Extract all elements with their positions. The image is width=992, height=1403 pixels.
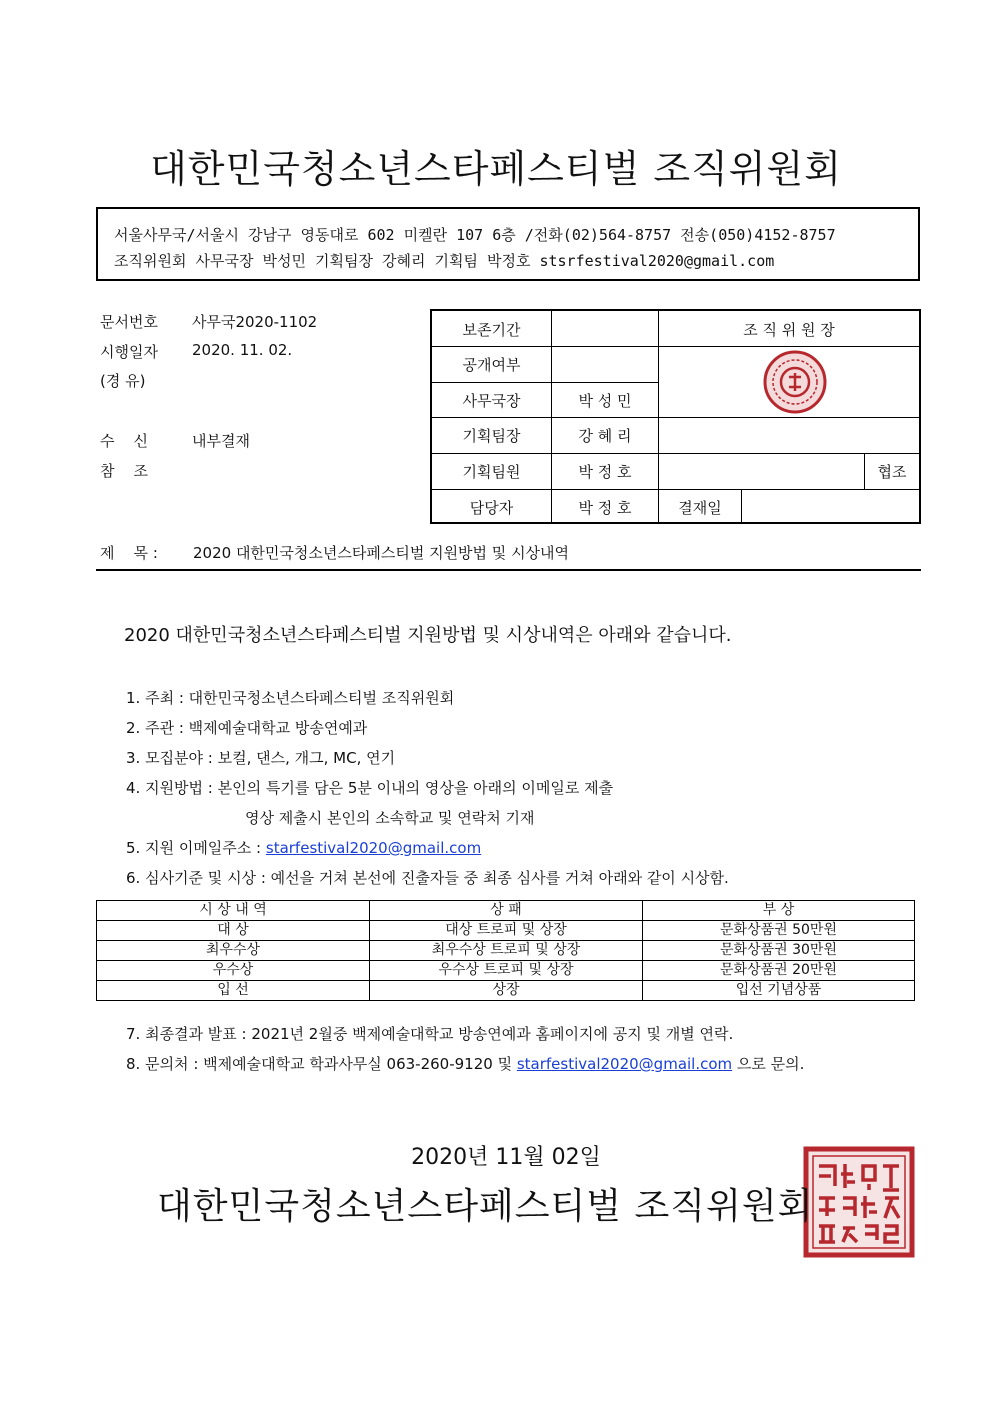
award-prize: 문화상품권 20만원 xyxy=(643,961,915,981)
list-item: 영상 제출시 본인의 소속학교 및 연락처 기재 xyxy=(245,809,535,827)
email-label: 5. 지원 이메일주소 : xyxy=(126,839,266,857)
email-link[interactable]: starfestival2020@gmail.com xyxy=(265,839,482,857)
approval-name: 박 정 호 xyxy=(578,499,632,517)
list-item xyxy=(126,837,481,858)
approval-table xyxy=(430,309,921,524)
award-name: 우수상 xyxy=(97,961,370,981)
organization-seal-icon xyxy=(803,1146,915,1258)
signature-text: 대한민국청소년스타페스티벌 조직위원회 xyxy=(157,1186,814,1227)
award-name: 입 선 xyxy=(97,981,370,1001)
office-info-box xyxy=(96,207,920,281)
approval-role: 기획팀장 xyxy=(462,427,521,445)
table-row xyxy=(97,981,915,1001)
list-item: 1. 주최 : 대한민국청소년스타페스티벌 조직위원회 xyxy=(126,689,455,707)
issue-date: 2020. 11. 02. xyxy=(192,341,293,359)
award-trophy: 대상 트로피 및 상장 xyxy=(370,921,643,941)
list-item: 3. 모집분야 : 보컬, 댄스, 개그, MC, 연기 xyxy=(126,749,396,767)
intro-text: 2020 대한민국청소년스타페스티벌 지원방법 및 시상내역은 아래와 같습니다. xyxy=(124,625,732,646)
doc-no-label: 문서번호 xyxy=(100,313,158,331)
date-label: 시행일자 xyxy=(100,343,158,361)
award-prize: 문화상품권 50만원 xyxy=(643,921,915,941)
doc-no: 사무국2020-1102 xyxy=(192,313,318,331)
table-header-row xyxy=(97,901,915,921)
list-item: 7. 최종결과 발표 : 2021년 2월중 백제예술대학교 방송연예과 홈페이지에 공지 및 개별 연락. xyxy=(126,1025,734,1043)
recipient-label: 수 신 xyxy=(100,432,149,450)
award-prize: 입선 기념상품 xyxy=(643,981,915,1001)
contact-text: 8. 문의처 : 백제예술대학교 학과사무실 063-260-9120 및 xyxy=(126,1055,517,1073)
approval-role: 기획팀원 xyxy=(462,463,521,481)
approval-name: 박 정 호 xyxy=(578,463,632,481)
list-item: 6. 심사기준 및 시상 : 예선을 거쳐 본선에 진출자들 중 최종 심사를 거쳐 아래와 같이 시상함. xyxy=(126,869,729,887)
via-label: (경 유) xyxy=(100,372,146,390)
decision-date-label: 결재일 xyxy=(678,499,722,517)
reference-label: 참 조 xyxy=(100,462,149,480)
subject-divider xyxy=(96,569,921,571)
award-trophy: 상장 xyxy=(370,981,643,1001)
list-item: 2. 주관 : 백제예술대학교 방송연예과 xyxy=(126,719,368,737)
table-row xyxy=(97,961,915,981)
award-name: 최우수상 xyxy=(97,941,370,961)
awards-table xyxy=(96,900,915,1001)
table-header: 부 상 xyxy=(643,901,915,921)
award-trophy: 우수상 트로피 및 상장 xyxy=(370,961,643,981)
recipient: 내부결재 xyxy=(192,432,250,450)
list-item: 4. 지원방법 : 본인의 특기를 담은 5분 이내의 영상을 아래의 이메일로 제출 xyxy=(126,779,614,797)
table-row xyxy=(97,921,915,941)
email-link[interactable]: starfestival2020@gmail.com xyxy=(516,1055,733,1073)
head-label: 조 직 위 원 장 xyxy=(743,321,835,339)
staff-line: 조직위원회 사무국장 박성민 기획팀장 강혜리 기획팀 박정호 stsrfestival2020@gmail.com xyxy=(114,252,775,270)
table-header: 시 상 내 역 xyxy=(97,901,370,921)
award-trophy: 최우수상 트로피 및 상장 xyxy=(370,941,643,961)
chairman-seal-icon xyxy=(762,349,828,415)
footer-date: 2020년 11월 02일 xyxy=(411,1145,601,1170)
public-label: 공개여부 xyxy=(462,356,521,374)
document-title: 대한민국청소년스타페스티벌 조직위원회 xyxy=(150,147,842,191)
approval-role: 사무국장 xyxy=(462,392,521,410)
approval-name: 박 성 민 xyxy=(578,392,632,410)
award-name: 대 상 xyxy=(97,921,370,941)
retention-label: 보존기간 xyxy=(462,321,521,339)
approval-role: 담당자 xyxy=(469,499,514,517)
table-header: 상 패 xyxy=(370,901,643,921)
approval-name: 강 혜 리 xyxy=(578,427,632,445)
subject: 2020 대한민국청소년스타페스티벌 지원방법 및 시상내역 xyxy=(193,544,570,562)
address-line: 서울사무국/서울시 강남구 영동대로 602 미켈란 107 6층 /전화(02)564-8757 전송(050)4152-8757 xyxy=(114,226,836,244)
contact-suffix: 으로 문의. xyxy=(732,1055,805,1073)
cooperation-label: 협조 xyxy=(877,463,907,481)
subject-label: 제 목 : xyxy=(100,544,158,562)
award-prize: 문화상품권 30만원 xyxy=(643,941,915,961)
list-item xyxy=(126,1053,804,1074)
table-row xyxy=(97,941,915,961)
